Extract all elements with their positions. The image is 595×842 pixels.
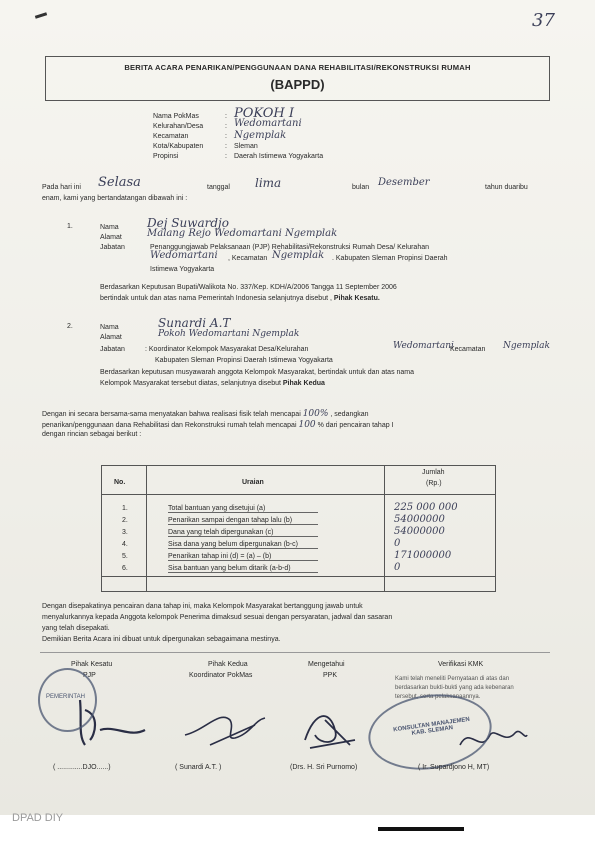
closing-line1: Dengan disepakatinya pencairan dana tahap ini, maka Kelompok Masyarakat bertanggung jawab untuk xyxy=(42,603,363,610)
party2-jabatan-line2: Kabupaten Sleman Propinsi Daerah Istimewa Yogyakarta xyxy=(155,357,333,364)
colon: : xyxy=(225,133,227,140)
divider xyxy=(40,652,550,653)
header-label: Kota/Kabupaten xyxy=(153,143,204,150)
date-line2: enam, kami yang bertandatangan dibawah ini : xyxy=(42,195,188,202)
row-uraian: Penarikan sampai dengan tahap lalu (b) xyxy=(168,517,318,525)
party1-jabatan-tail: . Kabupaten Sleman Propinsi Daerah xyxy=(332,255,448,262)
row-uraian: Sisa dana yang belum dipergunakan (b-c) xyxy=(168,541,318,549)
party1-basis-text: bertindak untuk dan atas nama Pemerintah Indonesia selanjutnya disebut , xyxy=(100,295,332,302)
tanggal-label: tanggal xyxy=(207,184,230,191)
colon: : xyxy=(225,143,227,150)
stamp-pemerintah xyxy=(38,668,97,732)
party1-alamat-label: Alamat xyxy=(100,234,122,241)
tahun-label: tahun duaribu xyxy=(485,184,528,191)
dana-value: 100 xyxy=(298,420,316,430)
date-prefix: Pada hari ini xyxy=(42,184,81,191)
day-value: Selasa xyxy=(98,175,141,190)
party1-kec-label: , Kecamatan xyxy=(228,255,268,262)
archive-watermark: DPAD DIY xyxy=(12,812,64,824)
bulan-label: bulan xyxy=(352,184,370,191)
sig2-title: Pihak Kedua xyxy=(208,661,248,668)
row-no: 3. xyxy=(122,529,128,536)
header-label: Nama PokMas xyxy=(153,113,199,120)
party2-kec-label: Kecamatan xyxy=(450,346,486,353)
sig4-name: ( Ir. Supardjono H, MT) xyxy=(418,764,490,771)
party2-basis-line2 xyxy=(100,380,325,387)
sig3-sub: PPK xyxy=(323,672,338,679)
colon: : xyxy=(225,113,227,120)
document-subtitle: (BAPPD) xyxy=(270,77,325,92)
row-no: 2. xyxy=(122,517,128,524)
party2-nama: Sunardi A.T xyxy=(158,316,231,330)
party2-nama-label: Nama xyxy=(100,324,119,331)
header-rp: (Rp.) xyxy=(426,480,442,487)
table-rule xyxy=(102,576,495,577)
party2-alamat-label: Alamat xyxy=(100,334,122,341)
sig3-name: (Drs. H. Sri Purnomo) xyxy=(290,764,358,771)
row-no: 5. xyxy=(122,553,128,560)
party2-jabatan-desa: Wedomartani xyxy=(393,341,454,351)
signature-pokmas xyxy=(175,690,275,755)
sig2-name: ( Sunardi A.T. ) xyxy=(175,764,222,771)
sig1-sub: PJP xyxy=(83,672,96,679)
row-no: 1. xyxy=(122,505,128,512)
statement-text: , sedangkan xyxy=(330,411,369,418)
party1-alamat: Malang Rejo Wedomartani Ngemplak xyxy=(147,228,338,239)
statement-text: % dari pencairan tahap I xyxy=(317,422,394,429)
table-rule xyxy=(384,466,385,591)
statement-line3: dengan rincian sebagai berikut : xyxy=(42,431,142,438)
kecamatan-value: Ngemplak xyxy=(234,130,287,141)
stamp-pemerintah-text: PEMERINTAH xyxy=(46,694,85,700)
party2-jabatan-label: Jabatan xyxy=(100,346,125,353)
sig4-note: Kami telah meneliti Pernyataan di atas dan berdasarkan bukti-bukti yang ada kebenaran tersebut, serta pelaksanaannya. xyxy=(395,676,514,700)
sig1-title: Pihak Kesatu xyxy=(71,661,113,668)
propinsi-value: Daerah Istimewa Yogyakarta xyxy=(234,153,324,160)
header-uraian: Uraian xyxy=(242,479,264,486)
party1-kec: Ngemplak xyxy=(272,250,325,261)
party1-nama: Dej Suwardjo xyxy=(147,216,229,230)
row-uraian: Dana yang telah dipergunakan (c) xyxy=(168,529,318,537)
closing-line3: yang telah disepakati. xyxy=(42,625,110,632)
row-uraian: Total bantuan yang disetujui (a) xyxy=(168,505,318,513)
party1-nama-label: Nama xyxy=(100,224,119,231)
row-uraian: Penarikan tahap ini (d) = (a) – (b) xyxy=(168,553,318,561)
party1-party-name: Pihak Kesatu. xyxy=(333,295,380,302)
header-label: Kelurahan/Desa xyxy=(153,123,204,130)
sig4-title: Verifikasi KMK xyxy=(438,661,484,668)
party2-basis: Berdasarkan keputusan musyawarah anggota Kelompok Masyarakat, bertindak untuk dan atas nama xyxy=(100,369,415,376)
table-rule xyxy=(102,494,495,495)
sig3-title: Mengetahui xyxy=(308,661,345,668)
redaction-bar xyxy=(378,827,464,831)
title-box xyxy=(45,56,550,101)
party2-basis-text: Kelompok Masyarakat tersebut diatas, selanjutnya disebut xyxy=(100,380,281,387)
row-jumlah: 225 000 000 xyxy=(394,502,458,513)
row-jumlah: 0 xyxy=(394,562,401,573)
sig1-name: ( .............DJO......) xyxy=(53,764,111,771)
row-no: 4. xyxy=(122,541,128,548)
party2-party-name: Pihak Kedua xyxy=(282,380,325,387)
header-no: No. xyxy=(114,479,126,486)
statement-text: penarikan/penggunaan dana Rehabilitasi dan Rekonstruksi rumah telah mencapai xyxy=(42,422,297,429)
closing-line2: menyalurkannya kepada Anggota kelompok Penerima dimaksud sesuai dengan persyaratan, jadwal dan sasaran xyxy=(42,614,393,621)
row-jumlah: 171000000 xyxy=(394,550,452,561)
page-number: 37 xyxy=(532,10,555,31)
pokmas-value: POKOH I xyxy=(234,106,295,121)
row-uraian: Sisa bantuan yang belum ditarik (a-b-d) xyxy=(168,565,318,573)
colon: : xyxy=(225,123,227,130)
signature-ppk xyxy=(295,700,365,755)
party1-basis-line2 xyxy=(100,295,380,302)
row-jumlah: 54000000 xyxy=(394,526,445,537)
table-rule xyxy=(146,466,147,591)
header-label: Propinsi xyxy=(153,153,179,160)
bulan-value: Desember xyxy=(378,177,430,188)
fisik-value: 100% xyxy=(302,409,329,419)
statement-text: Dengan ini secara bersama-sama menyatakan bahwa realisasi fisik telah mencapai xyxy=(42,411,301,418)
colon: : xyxy=(225,153,227,160)
stamp-kmk-text: KONSULTAN MANAJEMEN KAB. SLEMAN xyxy=(392,716,471,737)
party1-jabatan-line3: Istimewa Yogyakarta xyxy=(150,266,215,273)
document-title: BERITA ACARA PENARIKAN/PENGGUNAAN DANA REHABILITASI/REKONSTRUKSI RUMAH xyxy=(124,63,471,72)
party1-number: 1. xyxy=(67,223,73,230)
kabupaten-value: Sleman xyxy=(234,143,258,150)
row-jumlah: 54000000 xyxy=(394,514,445,525)
desa-value: Wedomartani xyxy=(234,118,302,129)
sig2-sub: Koordinator PokMas xyxy=(189,672,253,679)
rincian-table xyxy=(101,465,496,592)
header-label: Kecamatan xyxy=(153,133,189,140)
party1-jabatan-desa: Wedomartani xyxy=(150,250,218,261)
row-no: 6. xyxy=(122,565,128,572)
party1-jabatan: Penanggungjawab Pelaksanaan (PJP) Rehabilitasi/Rekonstruksi Rumah Desa/ Kelurahan xyxy=(150,244,429,251)
party1-basis: Berdasarkan Keputusan Bupati/Walikota No. 337/Kep. KDH/A/2006 Tangga 11 September 2006 xyxy=(100,284,397,291)
statement-line2 xyxy=(42,420,394,430)
party1-jabatan-label: Jabatan xyxy=(100,244,125,251)
party2-kec: Ngemplak xyxy=(503,341,550,351)
row-jumlah: 0 xyxy=(394,538,401,549)
closing-line4: Demikian Berita Acara ini dibuat untuk dipergunakan sebagaimana mestinya. xyxy=(42,636,281,643)
party2-number: 2. xyxy=(67,323,73,330)
statement-line1 xyxy=(42,409,369,419)
party2-alamat: Pokoh Wedomartani Ngemplak xyxy=(158,329,300,339)
tanggal-value: lima xyxy=(255,176,282,190)
header-jumlah: Jumlah xyxy=(422,469,445,476)
party2-jabatan: : Koordinator Kelompok Masyarakat Desa/Kelurahan xyxy=(145,346,309,353)
